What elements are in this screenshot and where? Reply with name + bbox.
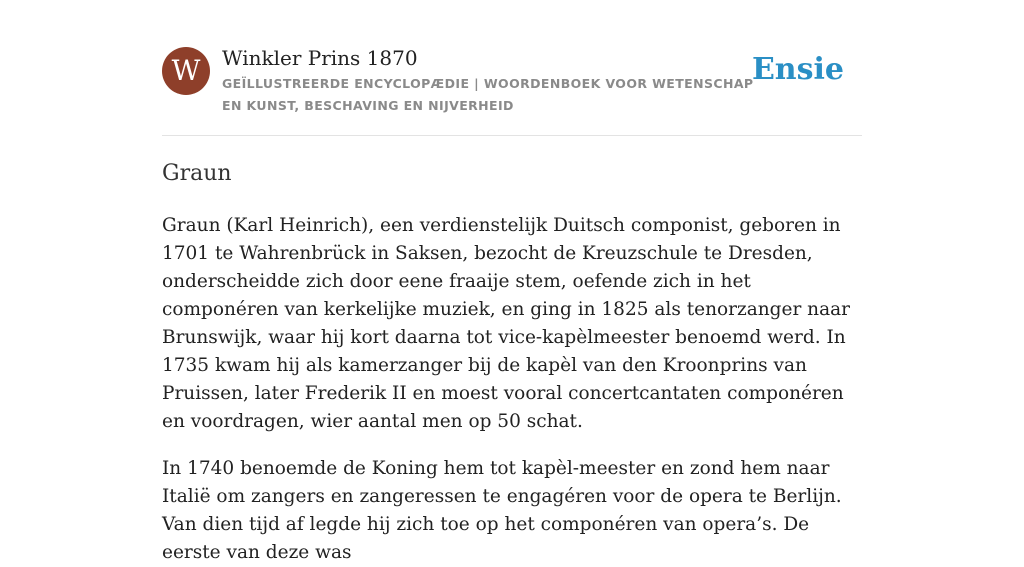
- article-paragraph: In 1740 benoemde de Koning hem tot kapèl-meester en zond hem naar Italië om zangers en zangeressen te engagéren voor de opera te Berlijn. Van dien tijd af legde hij zich toe op het componéren van opera’s. De eerste van deze was: [162, 458, 842, 563]
- site-title-block: [222, 44, 762, 117]
- site-subtitle: GEÏLLUSTREERDE ENCYCLOPÆDIE | WOORDENBOEK VOOR WETENSCHAP EN KUNST, BESCHAVING EN NIJVERHEID: [222, 76, 754, 113]
- article-paragraph: Graun (Karl Heinrich), een verdienstelijk Duitsch componist, geboren in 1701 te Wahrenbrück in Saksen, bezocht de Kreuzschule te Dresden, onderscheidde zich door eene fraaije stem, oefende zich in het componéren van kerkelijke muziek, en ging in 1825 als tenorzanger naar Brunswijk, waar hij kort daarna tot vice-kapèlmeester benoemd werd. In 1735 kwam hij als kamerzanger bij de kapèl van den Kroonprins van Pruissen, later Frederik II en moest vooral concertcantaten componéren en voordragen, wier aantal men op 50 schat.: [162, 215, 850, 432]
- article-title: Graun: [162, 161, 232, 186]
- site-title[interactable]: Winkler Prins 1870: [222, 46, 418, 70]
- ensie-logo-link[interactable]: Ensie: [751, 52, 844, 87]
- site-header: [162, 44, 862, 136]
- site-avatar[interactable]: W: [162, 47, 210, 95]
- article: [162, 150, 862, 567]
